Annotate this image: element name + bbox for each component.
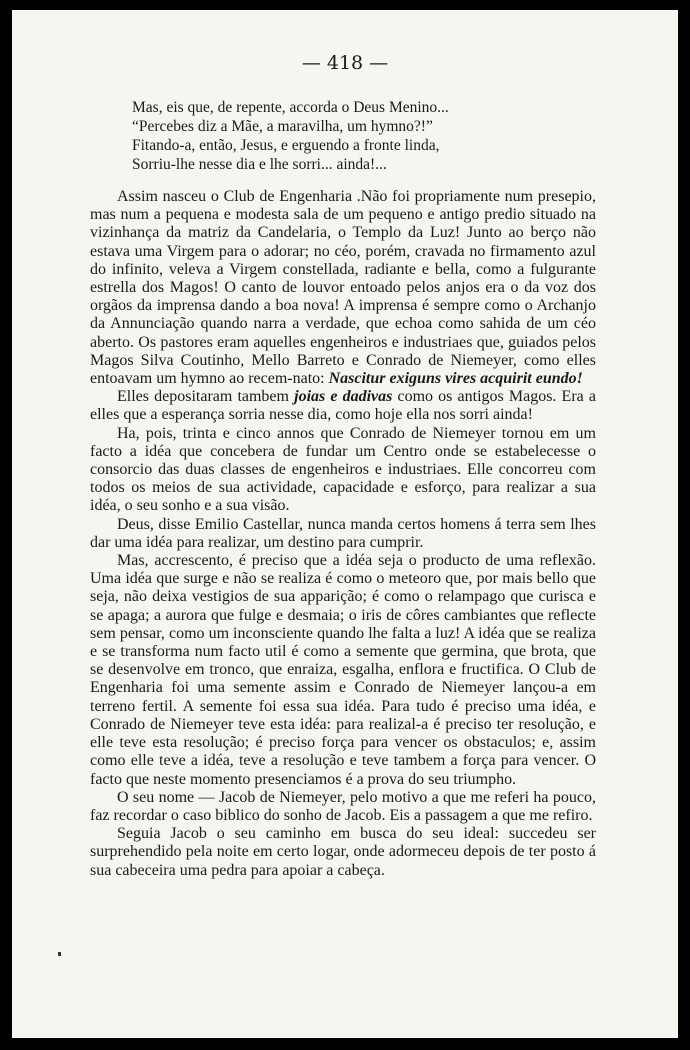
book-page <box>12 10 678 1038</box>
paragraph-text: Mas, accrescento, é preciso que a idéa seja o producto de uma reflexão. Uma idéa que surge e não se realiza é como o meteoro que, por mais bello que seja, não deixa vestigios de sua apparição; é como o relampago que curisca e se apaga; a aurora que fulge e desmaia; o iris de côres cambiantes que reflecte sem pensar, como um inconsciente quando lhe falta a luz! A idéa que se realiza e se transforma num facto util é como a semente que germina, que brota, que se desenvolve em tronco, que enraiza, esgalha, enflora e fructifica. O Club de Engenharia foi uma semente assim e Conrado de Niemeyer lançou-a em terreno fertil. A semente foi essa sua idéa. Para tudo é preciso uma idéa, e Conrado de Niemeyer teve esta idéa: para realizal-a é preciso ter resolução, e elle teve esta resolução; é preciso força para vencer os obstaculos; e, assim como elle teve a idéa, teve a resolução e teve tambem a força para vencer. O facto que neste momento presenciamos é a prova do seu triumpho. <box>90 552 596 788</box>
paragraph-text: Assim nasceu o Club de Engenharia .Não foi propriamente num presepio, mas num a pequena e modesta sala de um pequeno e antigo predio situado na vizinhança da matriz da Candelaria, o Templo da Luz! Junto ao berço não estava uma Virgem para o adorar; no céo, porém, cravada no firmamento azul do infinito, veleva a Virgem constellada, radiante e bella, como a fulgurante estrella dos Magos! O canto de louvor entoado pelos anjos era o da voz dos orgãos da imprensa dando a boa nova! A imprensa é sempre como o Archanjo da Annunciação quando narra a verdade, que echoa como sahida de um céo aberto. Os pastores eram aquelles engenheiros e industriaes que, guiados pelos Magos Silva Coutinho, Mello Barreto e Conrado de Niemeyer, como elles entoavam um hymno ao recem-nato: <box>90 188 596 388</box>
paragraph-text: Seguia Jacob o seu caminho em busca do seu ideal: succedeu ser surprehendido pela noite em certo logar, onde adormeceu depois de ter posto á sua cabeceira uma pedra para apoiar a cabeça. <box>90 825 596 879</box>
paragraph-text: Elles depositaram tambem <box>117 388 295 406</box>
paragraph-text: Deus, disse Emilio Castellar, nunca manda certos homens á terra sem lhes dar uma idéa para realizar, um destino para cumprir. <box>90 515 596 551</box>
paragraph-castellar <box>90 516 596 552</box>
verse-line: Sorriu-lhe nesse dia e lhe sorri... ainda!... <box>132 156 387 173</box>
verse-block <box>132 98 552 174</box>
emphasis-text: joias e dadivas <box>294 388 393 406</box>
paragraph-text: Ha, pois, trinta e cinco annos que Conrado de Niemeyer tornou em um facto a idéa que concebera de fundar um Centro onde se estabelecesse o consorcio das duas classes de engenheiros e industriaes. Elle concorreu com todos os meios de sua actividade, capacidade e esforço, para realizar a sua idéa, o seu sonho e a sua visão. <box>90 424 596 515</box>
paragraph-idea-reflection <box>90 552 596 789</box>
verse-line: Fitando-a, então, Jesus, e erguendo a fronte linda, <box>132 137 440 154</box>
paragraph-text: O seu nome — Jacob de Niemeyer, pelo motivo a que me referi ha pouco, faz recordar o caso biblico do sonho de Jacob. Eis a passagem a que me refiro. <box>90 788 596 824</box>
verse-line: “Percebes diz a Mãe, a maravilha, um hymno?!” <box>132 118 433 135</box>
paragraph-text: como os antigos Magos. Era a elles que a esperança sorria nesse dia, como hoje ella nos sorri ainda! <box>90 388 596 424</box>
paragraph-thirty-five-years <box>90 425 596 516</box>
paragraph-gifts <box>90 388 596 424</box>
latin-motto: Nascitur exiguns vires acquirit eundo! <box>328 370 583 388</box>
margin-mark <box>58 952 61 956</box>
paragraph-club-founding <box>90 188 596 388</box>
paragraph-jacob-dream <box>90 825 596 880</box>
page-number: — 418 — <box>301 52 389 74</box>
verse-line: Mas, eis que, de repente, accorda o Deus Menino... <box>132 99 449 116</box>
paragraph-jacob-name <box>90 789 596 825</box>
body-text <box>90 188 596 880</box>
